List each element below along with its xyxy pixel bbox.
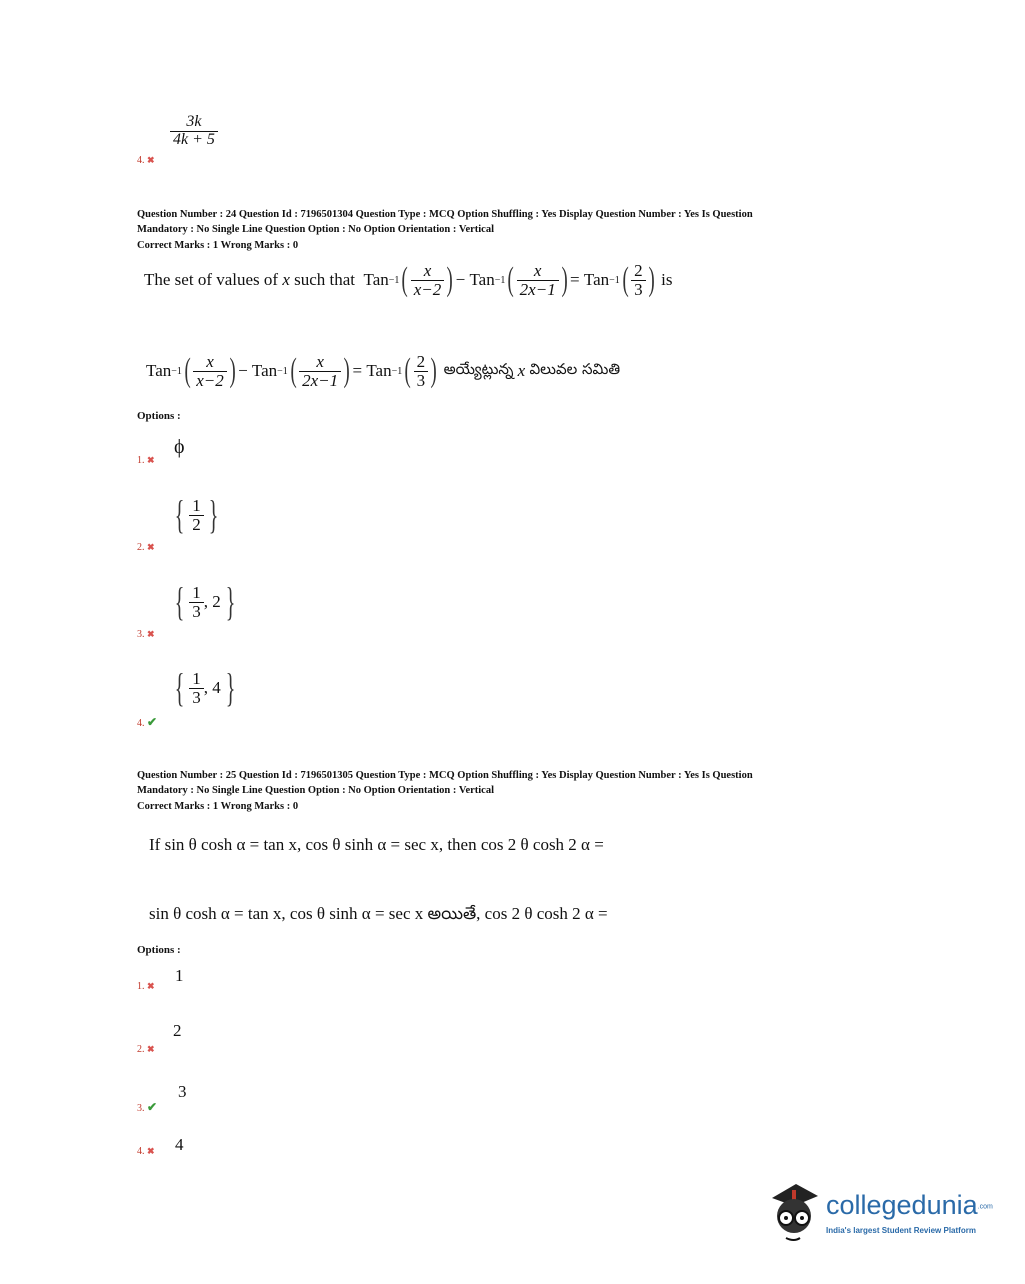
q24-question-telugu: Tan −1 ( $\frac{x}{x-2}$ ) − Tan −1 ( $\frac{x}{2x-1}$ ) = Tan −1 ( $\frac{2}{3}$ ) అయ్యేట్లున్న x విలువల సమితి	[146, 352, 621, 390]
mascot-icon	[766, 1176, 822, 1242]
q24-option-4-label: 4. ✔	[137, 715, 158, 729]
prev-option-4-label: 4. ✖	[137, 155, 155, 166]
q25-question-telugu: sin θ cosh α = tan x, cos θ sinh α = sec x అయితే, cos 2 θ cosh 2 α =	[149, 904, 608, 923]
q24-question-english: The set of values of x such that Tan −1 ( $\frac{x}{x-2}$ ) − Tan −1 ( $\frac{x}{2x-1}$ ) = Tan −1 ( $\frac{2}{3}$ ) is	[144, 261, 673, 299]
q24-option-2-label: 2. ✖	[137, 542, 155, 553]
q24-meta-line1: Question Number : 24 Question Id : 7196501304 Question Type : MCQ Option Shuffling : Yes Display Question Number : Yes Is Question	[137, 209, 753, 220]
brand-name: collegedunia.com	[826, 1190, 993, 1220]
q24-option-3-label: 3. ✖	[137, 629, 155, 640]
wrong-mark-icon: ✖	[147, 455, 155, 465]
q25-meta-line1: Question Number : 25 Question Id : 7196501305 Question Type : MCQ Option Shuffling : Yes Display Question Number : Yes Is Question	[137, 770, 753, 781]
q25-options-heading: Options :	[137, 944, 181, 956]
q25-option-1-value: 1	[175, 966, 184, 985]
q24-option-4-value: { $\frac{1}{3}$ , 4 }	[174, 665, 236, 710]
q25-option-3-value: 3	[178, 1082, 187, 1101]
prev-option-4-denominator: 4k + 5	[170, 131, 218, 149]
q24-meta-line2: Mandatory : No Single Line Question Option : No Option Orientation : Vertical	[137, 224, 495, 235]
q25-option-1-label: 1. ✖	[137, 981, 155, 992]
prev-option-4-numerator: 3k	[186, 113, 202, 130]
q25-option-4-value: 4	[175, 1135, 184, 1154]
q24-option-1-label: 1. ✖	[137, 455, 155, 466]
q24-metadata	[137, 207, 877, 253]
correct-mark-icon: ✔	[147, 1100, 158, 1114]
prev-option-4-value	[170, 114, 218, 149]
q25-option-3-label: 3. ✔	[137, 1100, 158, 1114]
q24-option-2-value: { $\frac{1}{2}$ }	[174, 492, 219, 537]
q24-meta-line3: Correct Marks : 1 Wrong Marks : 0	[137, 240, 299, 251]
collegedunia-logo[interactable]	[766, 1176, 996, 1246]
q24-option-3-value: { $\frac{1}{3}$ , 2 }	[174, 579, 236, 624]
q25-meta-line2: Mandatory : No Single Line Question Option : No Option Orientation : Vertical	[137, 785, 495, 796]
wrong-mark-icon: ✖	[147, 155, 155, 165]
q25-option-4-label: 4. ✖	[137, 1146, 155, 1157]
wrong-mark-icon: ✖	[147, 629, 155, 639]
q25-option-2-value: 2	[173, 1021, 182, 1040]
wrong-mark-icon: ✖	[147, 542, 155, 552]
q24-option-1-value: ϕ	[174, 436, 185, 458]
wrong-mark-icon: ✖	[147, 1146, 155, 1156]
q25-option-2-label: 2. ✖	[137, 1044, 155, 1055]
wrong-mark-icon: ✖	[147, 1044, 155, 1054]
correct-mark-icon: ✔	[147, 715, 158, 729]
q25-metadata	[137, 768, 877, 814]
brand-tagline: India's largest Student Review Platform	[826, 1226, 976, 1235]
wrong-mark-icon: ✖	[147, 981, 155, 991]
brand-suffix: .com	[977, 1203, 993, 1211]
q24-options-heading: Options :	[137, 410, 181, 422]
q25-question-english: If sin θ cosh α = tan x, cos θ sinh α = sec x, then cos 2 θ cosh 2 α =	[149, 835, 604, 854]
q25-meta-line3: Correct Marks : 1 Wrong Marks : 0	[137, 801, 299, 812]
